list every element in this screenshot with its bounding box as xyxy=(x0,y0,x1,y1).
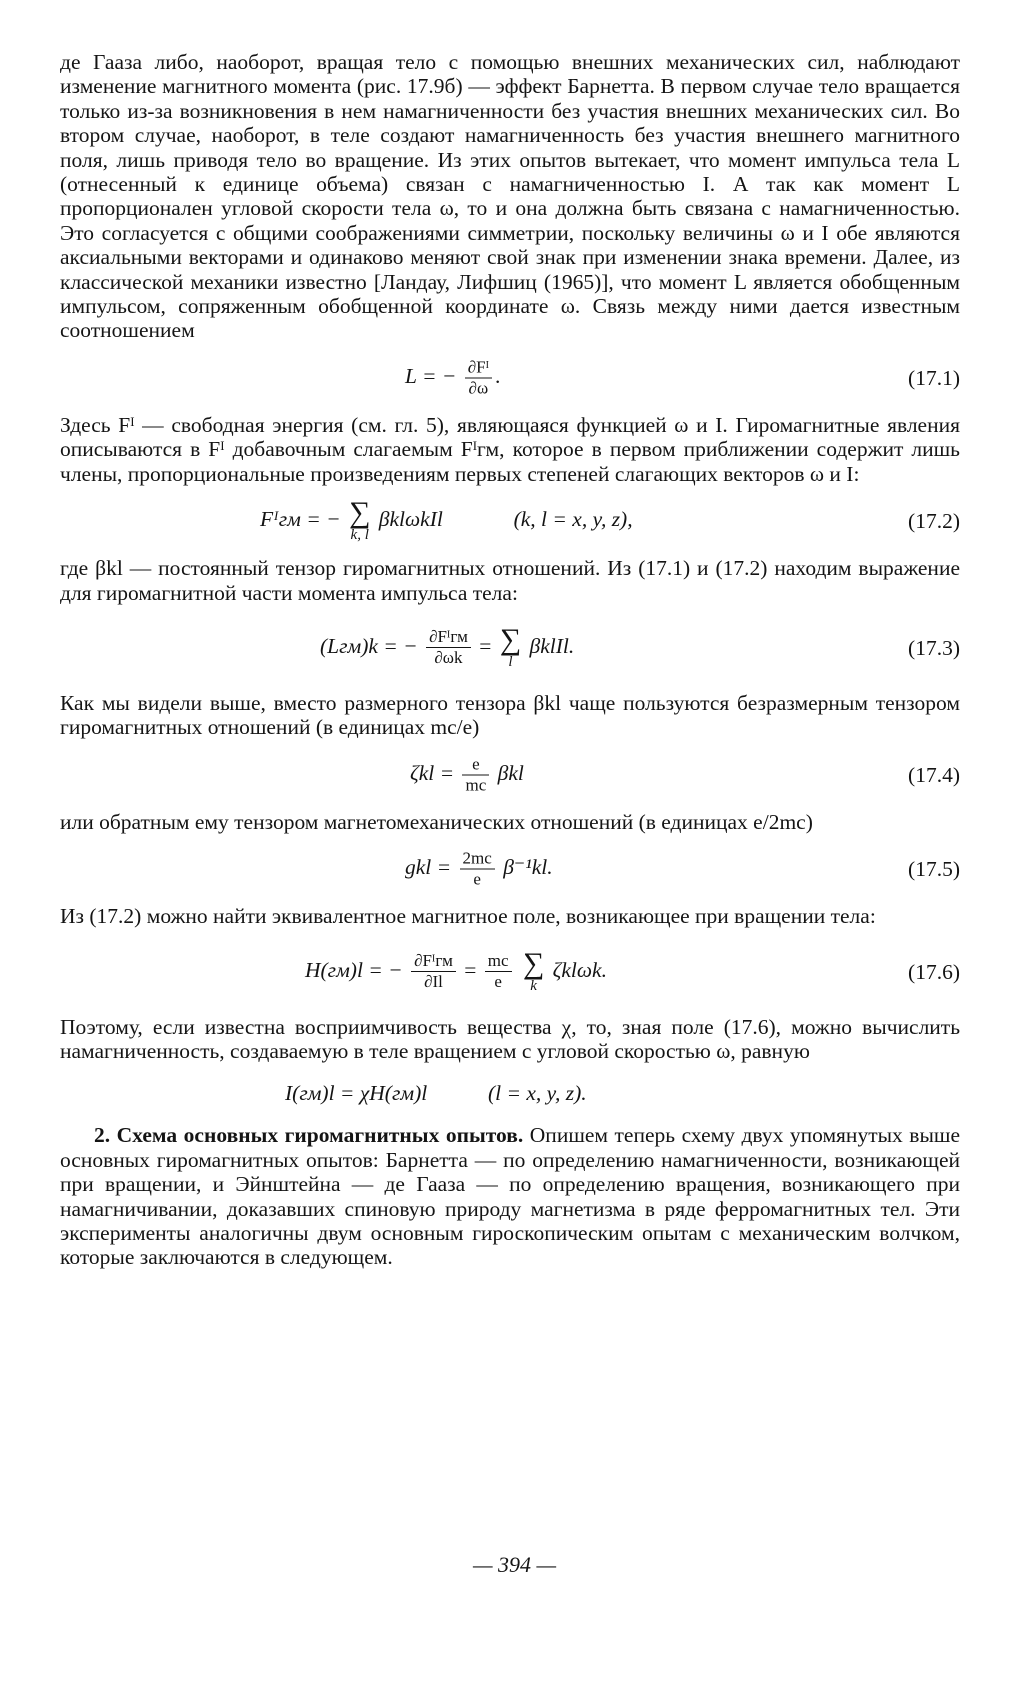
paragraph-3: где βkl — постоянный тензор гиромагнитных отношений. Из (17.1) и (17.2) находим выражение для гиромагнитной части момента импульса тела: xyxy=(60,556,960,605)
eq6-fraction: $\frac{\text{∂Fᴵгм}}{\partial Il}$ xyxy=(411,951,456,992)
paragraph-8: 2. Схема основных гиромагнитных опытов. Опишем теперь схему двух упомянутых выше основных гиромагнитных опытов: Барнетта — по определению намагниченности, возникающей при вращении, и Эйнштейна — де Гааза — по определению вращения, возникающего при намагничивании, доказавших спиновую природу магнетизма в ряде ферромагнитных тел. Эти эксперименты аналогичны двум основным гироскопическим опытам с механическим волчком, которые заключаются в следующем. xyxy=(60,1123,960,1270)
eq6-fraction-2: $\frac{mc}{e}$ xyxy=(485,951,512,992)
equation-17-3: (Lгм)k = − $\frac{\text{∂Fᴵгм}}{\partial\omega k}$ = ∑ l βklIl. (17.3) xyxy=(320,622,960,670)
equation-17-2: Fᴵгм = − ∑ k, l βklωkIl (k, l = x, y, z), (17.2) xyxy=(260,496,960,544)
sum-symbol: ∑ k, l xyxy=(349,496,371,544)
section-heading: 2. Схема основных гиромагнитных опытов. xyxy=(94,1123,524,1148)
equation-number: (17.6) xyxy=(908,959,960,984)
page-content xyxy=(60,50,960,1270)
page-number: — 394 — xyxy=(472,1552,557,1577)
eq1-lhs: L = − xyxy=(405,363,457,388)
paragraph-5: или обратным ему тензором магнетомеханических отношений (в единицах e/2mc) xyxy=(60,809,813,834)
equation-17-1: L = − $\frac{\text{∂Fᴵ}}{\partial\omega}$ . (17.1) xyxy=(405,357,960,398)
paragraph-4: Как мы видели выше, вместо размерного тензора βkl чаще пользуются безразмерным тензором гиромагнитных отношений (в единицах mc/e) xyxy=(60,690,960,740)
sum-symbol: ∑ l xyxy=(499,622,522,670)
equation-number: (17.1) xyxy=(908,365,960,390)
equation-unnumbered: I(гм)l = χH(гм)l (l = x, y, z). xyxy=(285,1081,587,1106)
paragraph-6: Из (17.2) можно найти эквивалентное магнитное поле, возникающее при вращении тела: xyxy=(60,904,876,929)
equation-number: (17.4) xyxy=(908,762,960,787)
eq3-fraction: $\frac{\text{∂Fᴵгм}}{\partial\omega k}$ xyxy=(426,627,471,668)
paragraph-2: Здесь Fᴵ — свободная энергия (см. гл. 5), являющаяся функцией ω и I. Гиромагнитные явления описываются в Fᴵ добавочным слагаемым Fᴵгм, которое в первом приближении содержит лишь члены, пропорциональные произведениям первых степеней слагающих векторов ω и I: xyxy=(60,412,960,486)
eq1-fraction: $\frac{\text{∂Fᴵ}}{\partial\omega}$ xyxy=(465,357,492,398)
equation-17-4: ζkl = $\frac{e}{mc}$ βkl (17.4) xyxy=(410,754,960,795)
paragraph-1: де Гааза либо, наоборот, вращая тело с помощью внешних механических сил, наблюдают изменение магнитного момента (рис. 17.9б) — эффект Барнетта. В первом случае тело вращается только из-за возникновения в нем намагниченности без участия внешних механических сил. Во втором случае, наоборот, в теле создают намагниченность без участия внешнего магнитного поля, лишь приводя тело во вращение. Из этих опытов вытекает, что момент импульса тела L (отнесенный к единице объема) связан с намагниченностью I. А так как момент L пропорционален угловой скорости тела ω, то и она должна быть связана с намагниченностью. Это согласуется с общими соображениями симметрии, поскольку величины ω и I обе являются аксиальными векторами и одинаково меняют свой знак при изменении знака времени. Далее, из классической механики известно [Ландау, Лифшиц (1965)], что момент L является обобщенным импульсом, сопряженным обобщенной координате ω. Связь между ними дается известным соотношением xyxy=(60,50,960,343)
equation-17-6: H(гм)l = − $\frac{\text{∂Fᴵгм}}{\partial Il}$ = $\frac{mc}{e}$ ∑ k ζklωk. (17.6) xyxy=(305,946,960,994)
equation-number: (17.3) xyxy=(908,635,960,660)
equation-number: (17.5) xyxy=(908,856,960,881)
eq5-fraction: $\frac{2mc}{e}$ xyxy=(460,849,495,890)
eq4-fraction: $\frac{e}{mc}$ xyxy=(462,754,489,795)
equation-number: (17.2) xyxy=(908,508,960,533)
paragraph-7: Поэтому, если известна восприимчивость вещества χ, то, зная поле (17.6), можно вычислить намагниченность, создаваемую в теле вращением с угловой скоростью ω, равную xyxy=(60,1014,960,1063)
equation-17-5: gkl = $\frac{2mc}{e}$ β⁻¹kl. (17.5) xyxy=(405,848,960,889)
sum-symbol: ∑ k xyxy=(522,946,545,994)
